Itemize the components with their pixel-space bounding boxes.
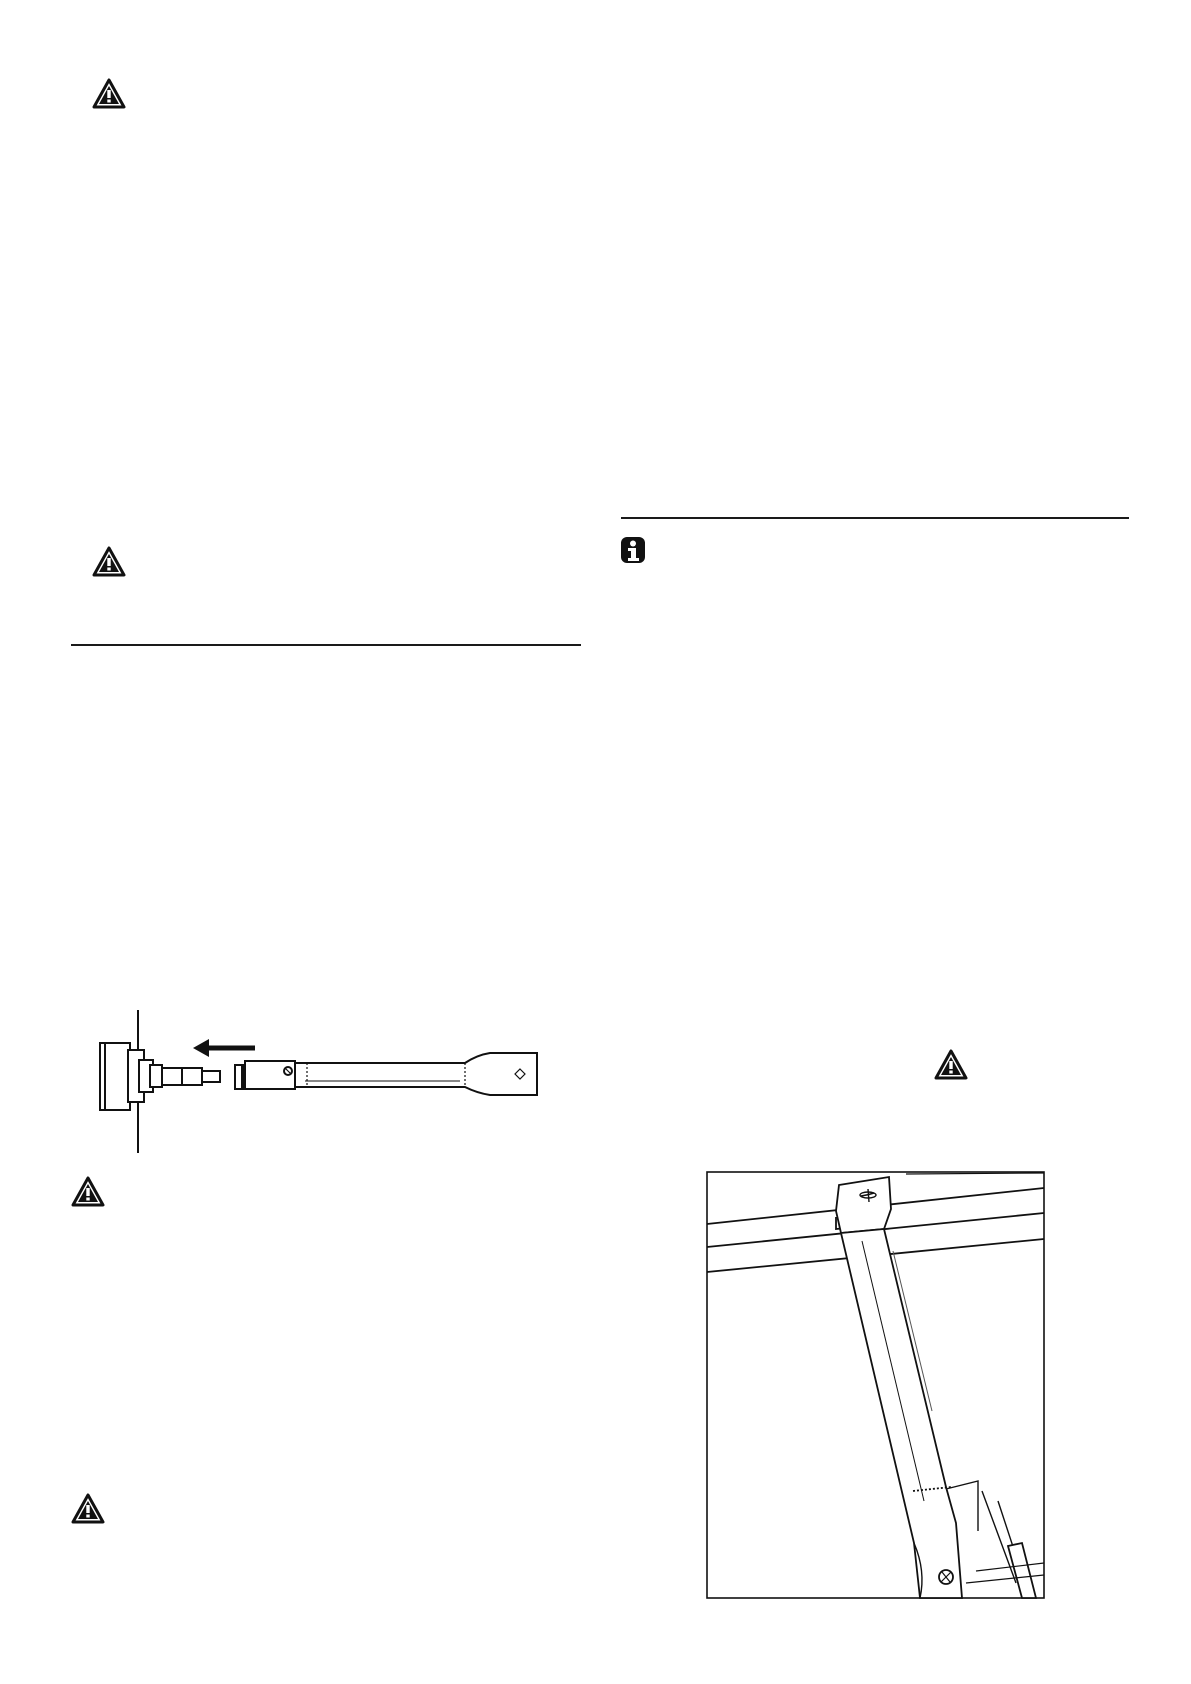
- burner-tube-installed-diagram: [706, 1171, 1045, 1604]
- warning-triangle-icon: [71, 1176, 105, 1207]
- warning-triangle-icon: [92, 78, 126, 109]
- section-divider: [621, 517, 1129, 519]
- warning-triangle-icon: [934, 1049, 968, 1080]
- warning-triangle-icon: [92, 546, 126, 577]
- section-divider: [71, 644, 581, 646]
- info-icon: [620, 536, 646, 564]
- warning-triangle-icon: [71, 1493, 105, 1524]
- burner-tube-insertion-diagram: [95, 1005, 545, 1160]
